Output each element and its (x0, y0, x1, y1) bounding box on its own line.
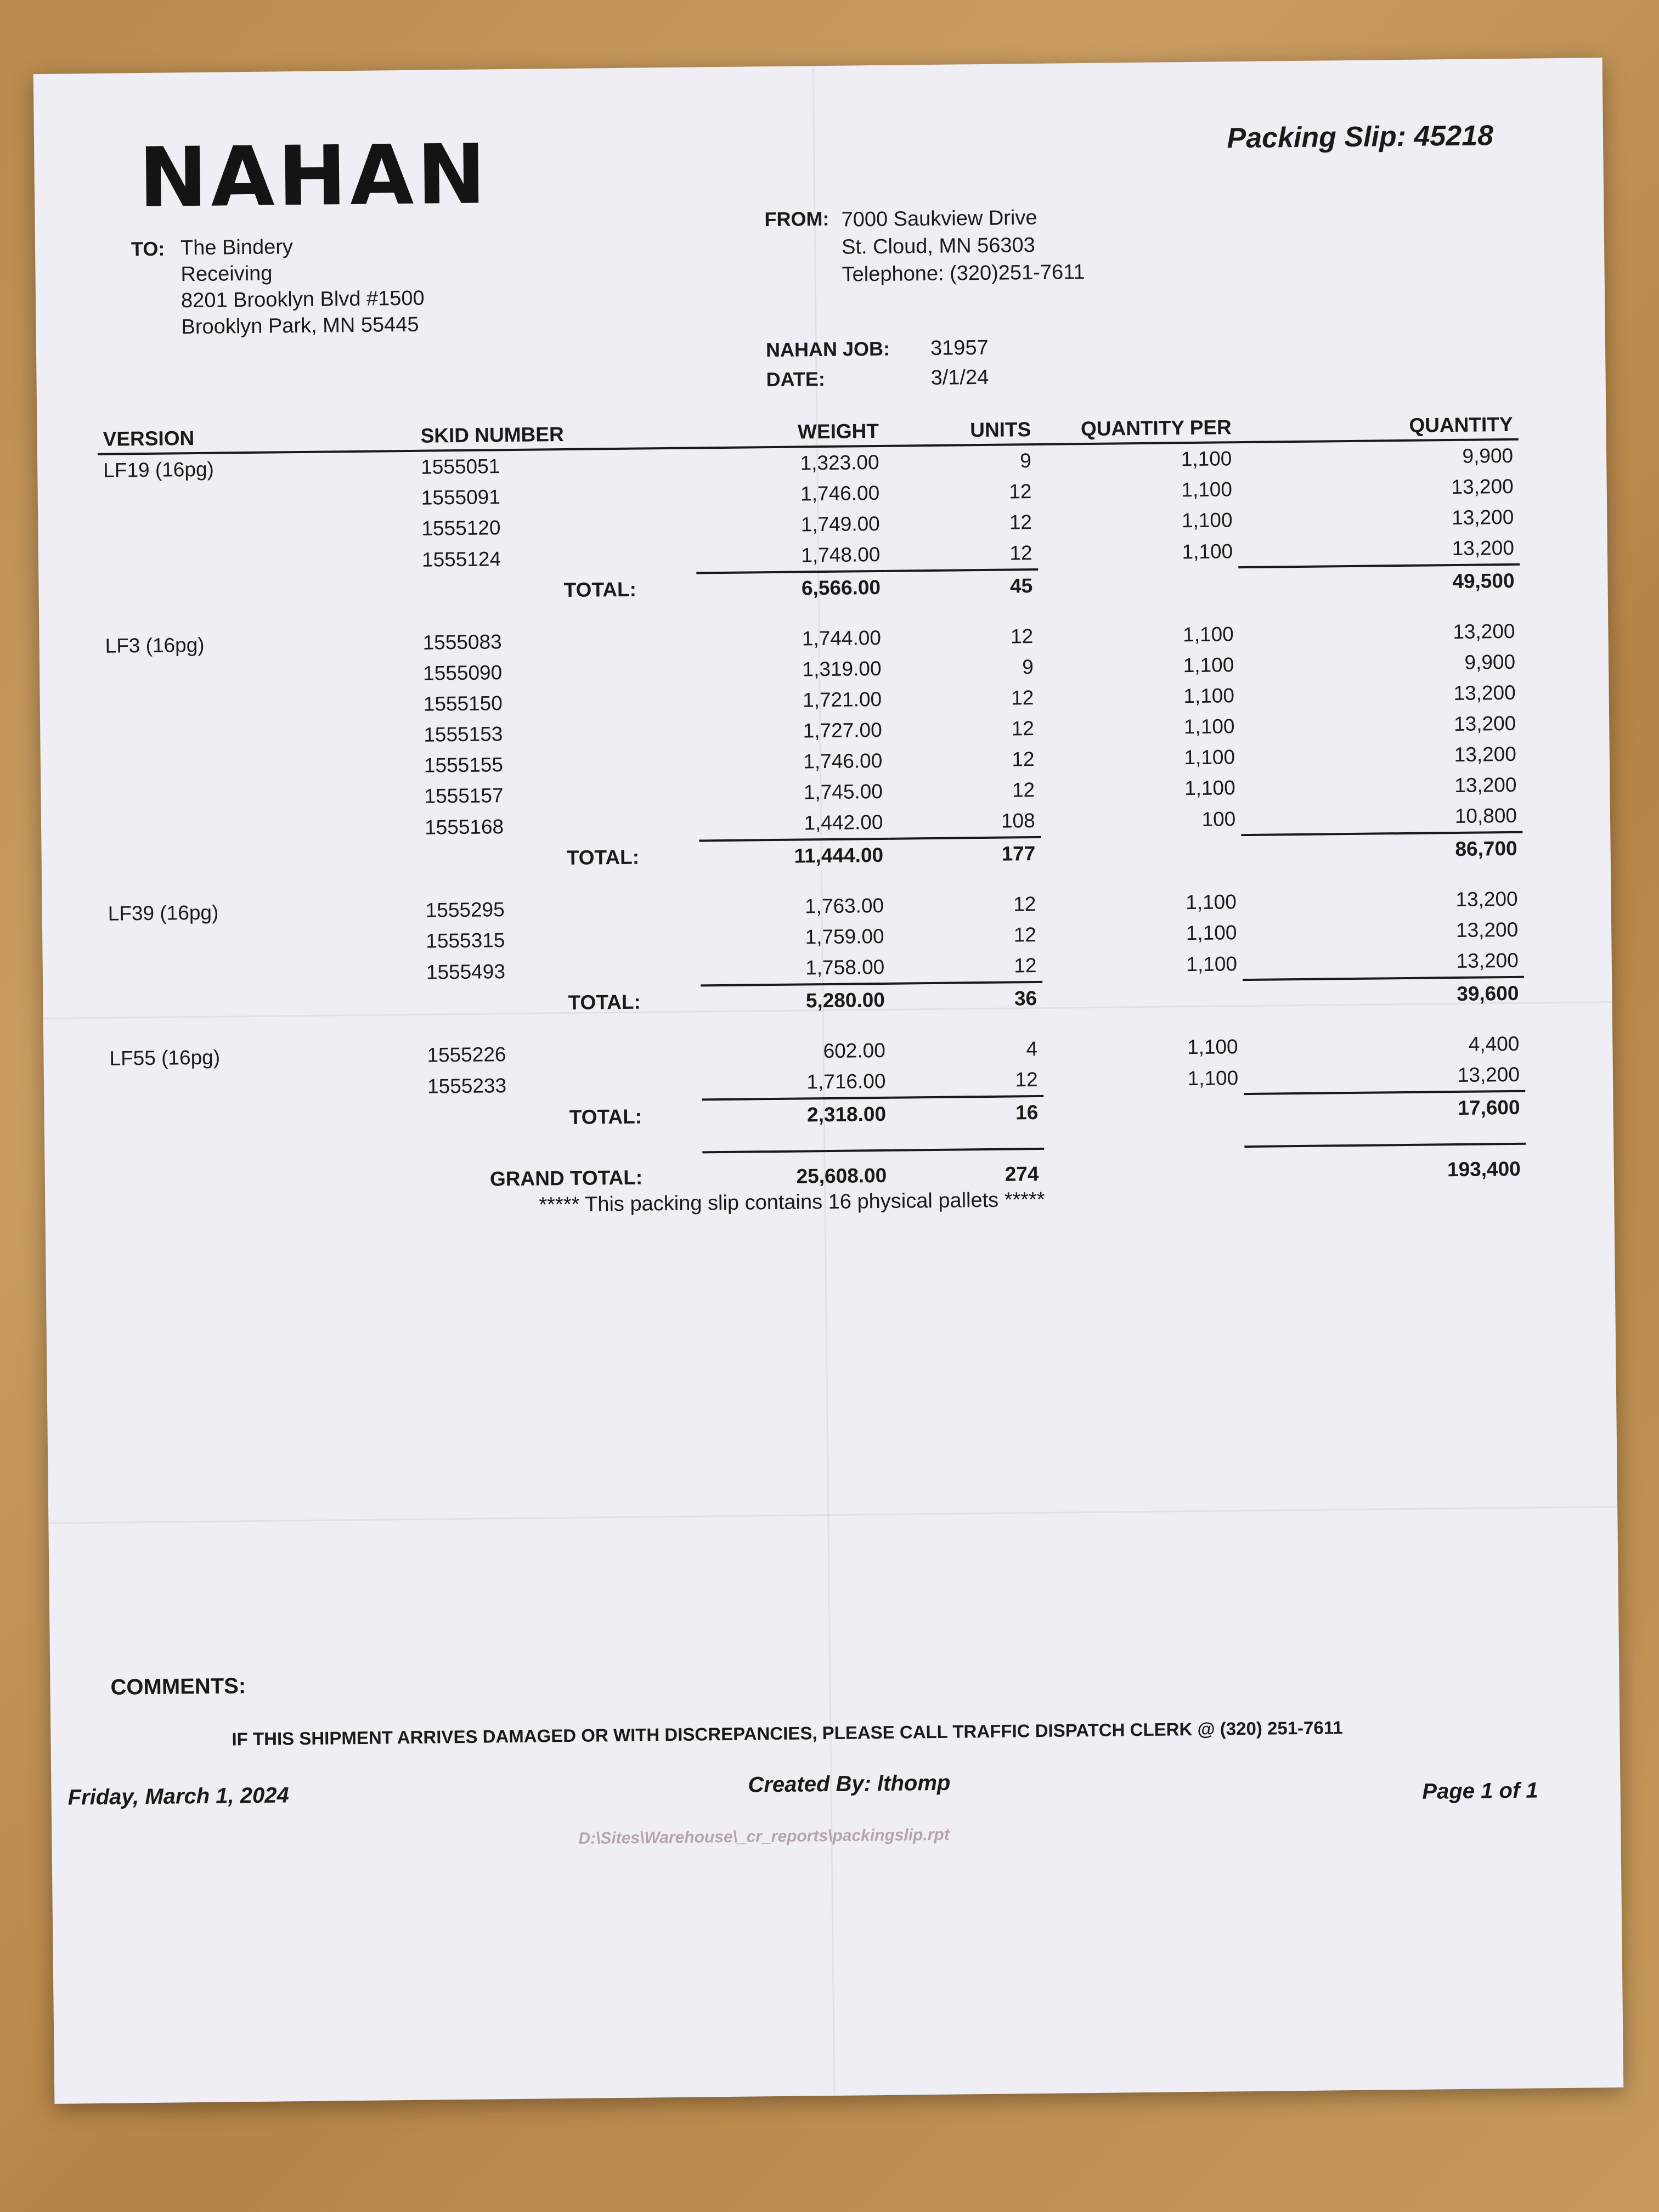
units-cell: 4 (1026, 1037, 1038, 1060)
weight-cell: 1,748.00 (801, 543, 881, 567)
qty-per-cell: 1,100 (1186, 952, 1238, 976)
units-cell: 12 (1013, 923, 1037, 946)
version-cell (98, 483, 416, 517)
total-spacer (99, 576, 417, 631)
total-spacer (1038, 567, 1239, 621)
footer-page-number: Page 1 of 1 (1422, 1778, 1538, 1804)
grand-total-units: 274 (892, 1149, 1045, 1191)
qty-per-cell: 1,100 (1181, 478, 1233, 501)
quantity-cell: 13,200 (1452, 536, 1515, 560)
version-cell: LF3 (16pg) (105, 633, 205, 657)
total-spacer (101, 844, 420, 899)
total-spacer (1042, 980, 1244, 1034)
units-cell: 108 (1001, 809, 1035, 832)
skid-cell: 1555091 (421, 486, 501, 509)
col-header-skid: SKID NUMBER (415, 418, 695, 450)
quantity-cell: 13,200 (1451, 475, 1514, 499)
grand-total-weight: 25,608.00 (703, 1150, 893, 1193)
qty-per-cell: 1,100 (1181, 509, 1233, 532)
version-cell (104, 1071, 422, 1106)
quantity-cell: 13,200 (1454, 742, 1517, 766)
quantity-cell: 13,200 (1455, 887, 1518, 911)
version-cell (100, 658, 418, 692)
quantity-cell: 10,800 (1454, 804, 1517, 828)
col-header-weight: WEIGHT (695, 416, 885, 448)
qty-per-cell: 1,100 (1182, 623, 1234, 646)
footer-created-by: Created By: lthomp (748, 1770, 951, 1797)
skid-cell: 1555124 (421, 548, 501, 571)
to-address-line: Receiving (180, 262, 273, 286)
grand-total-label: GRAND TOTAL: (489, 1166, 643, 1190)
version-cell (99, 544, 417, 579)
job-date: 3/1/24 (930, 365, 989, 390)
total-label: TOTAL: (566, 845, 640, 869)
skid-cell: 1555295 (425, 898, 505, 922)
total-weight: 5,280.00 (701, 984, 891, 1037)
to-address-line: The Bindery (180, 235, 294, 260)
skid-cell: 1555157 (424, 784, 504, 808)
quantity-cell: 13,200 (1453, 619, 1515, 644)
packing-table (97, 410, 1526, 1199)
qty-per-cell: 1,100 (1187, 1066, 1239, 1090)
skid-cell: 1555233 (427, 1074, 507, 1098)
weight-cell: 1,744.00 (802, 626, 882, 650)
quantity-cell: 13,200 (1455, 918, 1519, 942)
from-address-line: Telephone: (320)251-7611 (842, 261, 1085, 286)
version-cell: LF39 (16pg) (108, 901, 219, 925)
qty-per-cell: 1,100 (1183, 715, 1235, 738)
total-units: 177 (889, 837, 1041, 890)
version-cell (101, 781, 419, 815)
total-units: 45 (886, 569, 1039, 623)
total-quantity: 86,700 (1242, 832, 1523, 887)
units-cell: 12 (1014, 954, 1037, 977)
weight-cell: 1,323.00 (800, 450, 879, 475)
qty-per-cell: 1,100 (1184, 776, 1235, 800)
total-units: 36 (890, 982, 1043, 1035)
total-quantity: 39,600 (1243, 977, 1525, 1031)
total-spacer (104, 1103, 422, 1159)
weight-cell: 1,727.00 (803, 718, 882, 742)
weight-cell: 1,319.00 (802, 657, 882, 681)
units-cell: 12 (1011, 717, 1035, 740)
skid-cell: 1555150 (423, 692, 503, 715)
grand-total-spacer (105, 1155, 423, 1199)
col-header-units: UNITS (884, 415, 1037, 446)
date-label: DATE: (766, 367, 826, 391)
version-cell (100, 720, 419, 754)
col-header-version: VERSION (97, 421, 415, 454)
skid-cell: 1555090 (422, 661, 503, 685)
weight-cell: 1,746.00 (800, 481, 880, 505)
units-cell: 12 (1012, 778, 1035, 802)
units-cell: 9 (1022, 656, 1034, 679)
packing-slip-paper (33, 58, 1624, 2104)
weight-cell: 1,746.00 (803, 749, 883, 773)
qty-per-cell: 1,100 (1183, 684, 1235, 708)
quantity-cell: 13,200 (1457, 1063, 1520, 1086)
version-cell (103, 926, 421, 960)
total-quantity: 17,600 (1244, 1091, 1526, 1147)
weight-cell: 1,716.00 (806, 1069, 886, 1093)
packing-slip-title: Packing Slip: 45218 (1227, 120, 1494, 155)
total-label: TOTAL: (568, 990, 641, 1014)
units-cell: 12 (1009, 480, 1032, 503)
weight-cell: 1,721.00 (802, 687, 882, 712)
from-address (841, 204, 1085, 289)
weight-cell: 1,745.00 (803, 780, 883, 804)
to-address-line: Brooklyn Park, MN 55445 (181, 313, 419, 339)
table-body (98, 439, 1526, 1199)
from-label: FROM: (764, 207, 830, 231)
weight-cell: 602.00 (823, 1039, 886, 1063)
quantity-cell: 13,200 (1454, 773, 1517, 797)
skid-cell: 1555120 (421, 516, 501, 540)
to-address-line: 8201 Brooklyn Blvd #1500 (180, 286, 425, 313)
total-spacer (1043, 1094, 1245, 1149)
weight-cell: 1,442.00 (804, 810, 883, 834)
fold-line-horizontal (48, 1506, 1617, 1524)
quantity-cell: 13,200 (1456, 949, 1519, 973)
qty-per-cell: 1,100 (1182, 540, 1233, 563)
units-cell: 12 (1015, 1068, 1038, 1091)
units-cell: 12 (1010, 625, 1034, 648)
total-units: 16 (891, 1096, 1044, 1150)
skid-cell: 1555083 (422, 630, 502, 654)
total-spacer (103, 989, 421, 1043)
total-quantity: 49,500 (1238, 565, 1520, 619)
footer-date: Friday, March 1, 2024 (67, 1783, 289, 1810)
weight-cell: 1,749.00 (800, 512, 880, 536)
grand-total-quantity: 193,400 (1245, 1144, 1527, 1187)
to-label: TO: (131, 237, 165, 261)
weight-cell: 1,758.00 (805, 955, 885, 979)
job-info (766, 333, 989, 394)
total-weight: 6,566.00 (697, 571, 887, 625)
units-cell: 12 (1009, 511, 1032, 534)
footer-report-path: D:\Sites\Warehouse\_cr_reports\packingslip.rpt (578, 1825, 950, 1848)
weight-cell: 1,763.00 (804, 894, 884, 918)
qty-per-cell: 1,100 (1183, 653, 1234, 677)
to-address (180, 233, 425, 341)
skid-cell: 1555051 (420, 455, 500, 478)
skid-cell: 1555315 (426, 929, 505, 952)
col-header-quantity: QUANTITY (1237, 410, 1518, 442)
version-cell: LF19 (16pg) (103, 458, 215, 482)
company-logo: NAHAN (138, 127, 490, 227)
col-header-qty-per: QUANTITY PER (1036, 413, 1237, 444)
quantity-cell: 9,900 (1462, 444, 1514, 467)
job-label: NAHAN JOB: (765, 337, 890, 362)
comments-label: COMMENTS: (110, 1674, 246, 1700)
version-cell (101, 812, 420, 847)
skid-cell: 1555153 (424, 723, 503, 746)
from-address-line: St. Cloud, MN 56303 (841, 233, 1036, 259)
version-cell (98, 514, 416, 548)
quantity-cell: 9,900 (1464, 650, 1516, 674)
pallet-note: ***** This packing slip contains 16 physical pallets ***** (539, 1188, 1045, 1217)
quantity-cell: 13,200 (1453, 712, 1516, 736)
skid-cell: 1555226 (427, 1043, 506, 1066)
version-cell: LF55 (16pg) (109, 1046, 221, 1070)
total-weight: 11,444.00 (699, 839, 889, 893)
qty-per-cell: 1,100 (1181, 447, 1232, 471)
skid-cell: 1555155 (424, 753, 504, 777)
qty-per-cell: 100 (1201, 808, 1236, 831)
job-number: 31957 (930, 336, 989, 360)
total-spacer (1041, 835, 1242, 889)
weight-cell: 1,759.00 (805, 924, 884, 949)
from-address-line: 7000 Saukview Drive (841, 206, 1037, 232)
units-cell: 12 (1011, 686, 1034, 709)
units-cell: 9 (1020, 449, 1032, 472)
qty-per-cell: 1,100 (1186, 890, 1237, 914)
version-cell (103, 957, 421, 992)
qty-per-cell: 1,100 (1187, 1035, 1238, 1059)
grand-total-spacer (1044, 1147, 1245, 1189)
skid-cell: 1555493 (426, 960, 506, 984)
quantity-cell: 13,200 (1451, 505, 1514, 529)
total-label: TOTAL: (569, 1105, 642, 1128)
quantity-cell: 4,400 (1468, 1032, 1520, 1056)
version-cell (100, 689, 419, 723)
version-cell (101, 751, 419, 785)
units-cell: 12 (1009, 541, 1032, 565)
units-cell: 12 (1013, 893, 1036, 916)
qty-per-cell: 1,100 (1186, 921, 1237, 945)
skid-cell: 1555168 (424, 815, 504, 839)
units-cell: 12 (1012, 748, 1035, 771)
damage-notice: IF THIS SHIPMENT ARRIVES DAMAGED OR WITH DISCREPANCIES, PLEASE CALL TRAFFIC DISPATCH CLERK @ (320) 251-7611 (232, 1717, 1343, 1750)
total-weight: 2,318.00 (702, 1098, 892, 1153)
quantity-cell: 13,200 (1453, 681, 1516, 705)
total-label: TOTAL: (563, 578, 637, 601)
qty-per-cell: 1,100 (1184, 746, 1235, 769)
